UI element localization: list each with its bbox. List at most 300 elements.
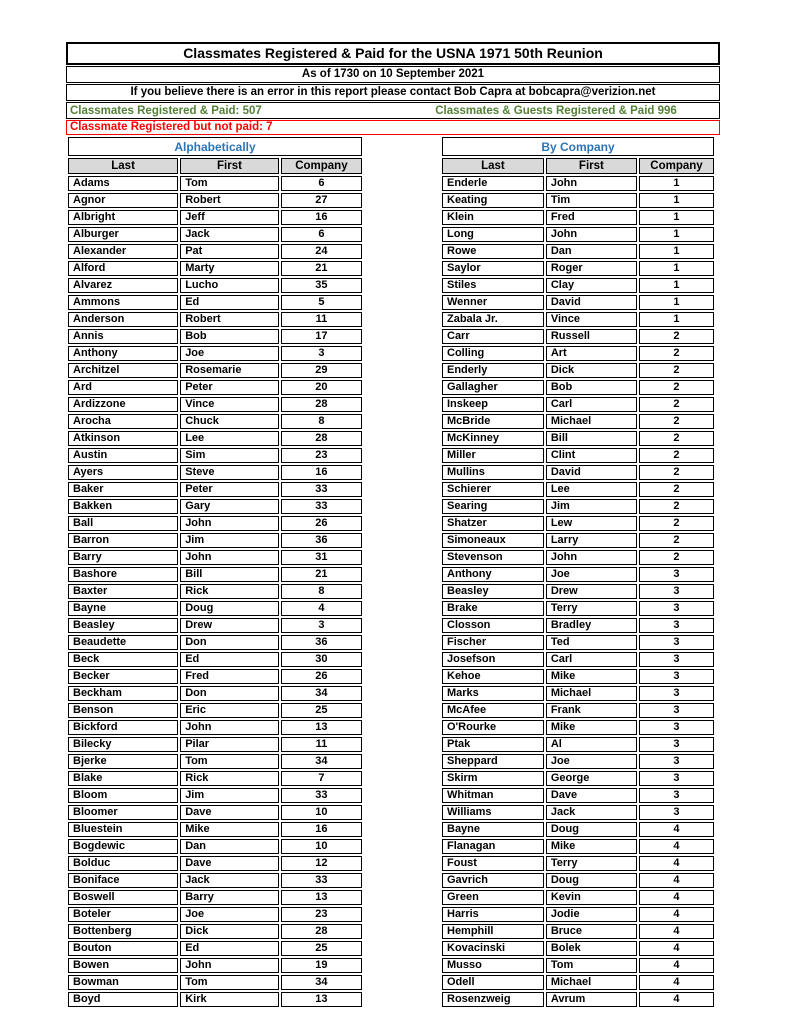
company-cell: 28 bbox=[281, 924, 362, 939]
table-row bbox=[68, 482, 362, 497]
last-cell: Sheppard bbox=[442, 754, 544, 769]
company-cell: 1 bbox=[639, 312, 714, 327]
company-cell: 2 bbox=[639, 448, 714, 463]
first-cell: Doug bbox=[546, 822, 637, 837]
first-cell: Kevin bbox=[546, 890, 637, 905]
company-cell: 4 bbox=[639, 992, 714, 1007]
first-cell: Eric bbox=[180, 703, 279, 718]
table-row bbox=[68, 176, 362, 191]
last-cell: Bjerke bbox=[68, 754, 178, 769]
first-cell: Chuck bbox=[180, 414, 279, 429]
table-row bbox=[68, 686, 362, 701]
first-cell: Barry bbox=[180, 890, 279, 905]
table-row bbox=[442, 890, 714, 905]
table-row bbox=[68, 703, 362, 718]
first-cell: Drew bbox=[180, 618, 279, 633]
first-cell: Fred bbox=[546, 210, 637, 225]
first-cell: Lew bbox=[546, 516, 637, 531]
company-cell: 34 bbox=[281, 686, 362, 701]
company-cell: 4 bbox=[639, 924, 714, 939]
company-cell: 3 bbox=[639, 601, 714, 616]
table-row bbox=[442, 312, 714, 327]
table-row bbox=[442, 958, 714, 973]
table-row bbox=[68, 465, 362, 480]
first-cell: Mike bbox=[546, 720, 637, 735]
table-row bbox=[68, 448, 362, 463]
last-cell: Simoneaux bbox=[442, 533, 544, 548]
company-cell: 7 bbox=[281, 771, 362, 786]
first-cell: Joe bbox=[546, 754, 637, 769]
table-row bbox=[442, 244, 714, 259]
table-row bbox=[442, 771, 714, 786]
table-row bbox=[442, 193, 714, 208]
first-cell: Terry bbox=[546, 601, 637, 616]
first-cell: David bbox=[546, 295, 637, 310]
first-cell: Doug bbox=[546, 873, 637, 888]
classmates-guests-registered-paid-count: Classmates & Guests Registered & Paid 996 bbox=[435, 104, 677, 117]
table-row bbox=[68, 822, 362, 837]
alphabetical-table bbox=[66, 135, 364, 1009]
table-row bbox=[442, 380, 714, 395]
first-cell: Gary bbox=[180, 499, 279, 514]
by-company-table bbox=[440, 135, 716, 1009]
last-cell: Bloomer bbox=[68, 805, 178, 820]
company-cell: 30 bbox=[281, 652, 362, 667]
first-cell: Rick bbox=[180, 584, 279, 599]
first-cell: Don bbox=[180, 686, 279, 701]
first-cell: Carl bbox=[546, 652, 637, 667]
last-cell: Bouton bbox=[68, 941, 178, 956]
first-cell: Jack bbox=[546, 805, 637, 820]
table-row bbox=[68, 533, 362, 548]
first-cell: Rosemarie bbox=[180, 363, 279, 378]
first-cell: Dan bbox=[546, 244, 637, 259]
company-cell: 4 bbox=[639, 839, 714, 854]
last-cell: Beckham bbox=[68, 686, 178, 701]
first-cell: Robert bbox=[180, 193, 279, 208]
table-row bbox=[442, 448, 714, 463]
last-cell: Williams bbox=[442, 805, 544, 820]
company-cell: 34 bbox=[281, 975, 362, 990]
table-row bbox=[442, 788, 714, 803]
table-row bbox=[442, 805, 714, 820]
table-row bbox=[442, 499, 714, 514]
company-cell: 3 bbox=[639, 567, 714, 582]
table-row bbox=[68, 839, 362, 854]
first-cell: Doug bbox=[180, 601, 279, 616]
registration-stats-row bbox=[66, 102, 720, 119]
table-row bbox=[68, 431, 362, 446]
first-column-header: First bbox=[546, 158, 637, 174]
table-row bbox=[442, 295, 714, 310]
table-row bbox=[68, 652, 362, 667]
table-row bbox=[442, 601, 714, 616]
last-cell: Ard bbox=[68, 380, 178, 395]
company-cell: 3 bbox=[639, 754, 714, 769]
table-row bbox=[442, 618, 714, 633]
table-row bbox=[442, 839, 714, 854]
company-cell: 3 bbox=[639, 686, 714, 701]
company-cell: 25 bbox=[281, 703, 362, 718]
table-row bbox=[442, 686, 714, 701]
first-cell: Vince bbox=[180, 397, 279, 412]
first-cell: Ed bbox=[180, 941, 279, 956]
last-cell: Odell bbox=[442, 975, 544, 990]
first-cell: Lee bbox=[180, 431, 279, 446]
table-row bbox=[442, 754, 714, 769]
first-cell: John bbox=[180, 720, 279, 735]
company-cell: 2 bbox=[639, 380, 714, 395]
company-cell: 11 bbox=[281, 737, 362, 752]
company-cell: 33 bbox=[281, 788, 362, 803]
company-cell: 2 bbox=[639, 465, 714, 480]
last-cell: Alburger bbox=[68, 227, 178, 242]
company-cell: 4 bbox=[639, 941, 714, 956]
last-cell: Ayers bbox=[68, 465, 178, 480]
first-cell: David bbox=[546, 465, 637, 480]
first-cell: Lee bbox=[546, 482, 637, 497]
last-cell: Stevenson bbox=[442, 550, 544, 565]
company-cell: 2 bbox=[639, 482, 714, 497]
table-row bbox=[442, 516, 714, 531]
table-row bbox=[68, 261, 362, 276]
last-cell: Barron bbox=[68, 533, 178, 548]
last-cell: Bowman bbox=[68, 975, 178, 990]
table-row bbox=[68, 516, 362, 531]
last-cell: Zabala Jr. bbox=[442, 312, 544, 327]
table-row bbox=[68, 805, 362, 820]
last-cell: Becker bbox=[68, 669, 178, 684]
company-cell: 21 bbox=[281, 567, 362, 582]
company-cell: 3 bbox=[639, 652, 714, 667]
company-cell: 8 bbox=[281, 584, 362, 599]
last-cell: Carr bbox=[442, 329, 544, 344]
last-cell: Adams bbox=[68, 176, 178, 191]
last-cell: Enderle bbox=[442, 176, 544, 191]
first-cell: Marty bbox=[180, 261, 279, 276]
first-cell: Bob bbox=[546, 380, 637, 395]
last-cell: Boswell bbox=[68, 890, 178, 905]
first-cell: Rick bbox=[180, 771, 279, 786]
last-cell: O'Rourke bbox=[442, 720, 544, 735]
reunion-report bbox=[66, 42, 720, 1009]
last-cell: Anthony bbox=[68, 346, 178, 361]
last-cell: Marks bbox=[442, 686, 544, 701]
table-row bbox=[68, 924, 362, 939]
company-cell: 13 bbox=[281, 720, 362, 735]
company-cell: 3 bbox=[639, 635, 714, 650]
table-row bbox=[68, 669, 362, 684]
last-cell: Anthony bbox=[442, 567, 544, 582]
table-row bbox=[68, 720, 362, 735]
last-cell: Albright bbox=[68, 210, 178, 225]
last-cell: Green bbox=[442, 890, 544, 905]
table-row bbox=[442, 635, 714, 650]
company-cell: 4 bbox=[639, 958, 714, 973]
last-cell: Boniface bbox=[68, 873, 178, 888]
company-cell: 20 bbox=[281, 380, 362, 395]
company-cell: 35 bbox=[281, 278, 362, 293]
first-cell: John bbox=[546, 227, 637, 242]
last-cell: Ptak bbox=[442, 737, 544, 752]
company-cell: 6 bbox=[281, 227, 362, 242]
table-row bbox=[68, 210, 362, 225]
table-row bbox=[442, 550, 714, 565]
company-cell: 3 bbox=[639, 720, 714, 735]
table-row bbox=[68, 227, 362, 242]
last-cell: Bayne bbox=[68, 601, 178, 616]
first-cell: Tom bbox=[180, 975, 279, 990]
table-row bbox=[68, 975, 362, 990]
first-cell: Ted bbox=[546, 635, 637, 650]
company-cell: 1 bbox=[639, 295, 714, 310]
company-cell: 3 bbox=[639, 771, 714, 786]
company-cell: 17 bbox=[281, 329, 362, 344]
first-cell: Tom bbox=[180, 754, 279, 769]
first-cell: Mike bbox=[180, 822, 279, 837]
first-cell: Steve bbox=[180, 465, 279, 480]
last-cell: Alford bbox=[68, 261, 178, 276]
company-cell: 2 bbox=[639, 431, 714, 446]
table-row bbox=[442, 533, 714, 548]
first-cell: Bolek bbox=[546, 941, 637, 956]
first-cell: Dick bbox=[180, 924, 279, 939]
table-row bbox=[68, 278, 362, 293]
last-cell: McKinney bbox=[442, 431, 544, 446]
last-cell: Baker bbox=[68, 482, 178, 497]
company-cell: 28 bbox=[281, 431, 362, 446]
company-cell: 8 bbox=[281, 414, 362, 429]
last-cell: Hemphill bbox=[442, 924, 544, 939]
table-row bbox=[442, 261, 714, 276]
first-cell: Ed bbox=[180, 652, 279, 667]
last-cell: Architzel bbox=[68, 363, 178, 378]
table-row bbox=[442, 737, 714, 752]
table-row bbox=[68, 584, 362, 599]
report-title: Classmates Registered & Paid for the USNA 1971 50th Reunion bbox=[66, 42, 720, 65]
table-row bbox=[68, 958, 362, 973]
last-cell: Miller bbox=[442, 448, 544, 463]
first-cell: Ed bbox=[180, 295, 279, 310]
company-cell: 19 bbox=[281, 958, 362, 973]
table-row bbox=[68, 346, 362, 361]
company-cell: 33 bbox=[281, 482, 362, 497]
company-cell: 33 bbox=[281, 873, 362, 888]
last-cell: Saylor bbox=[442, 261, 544, 276]
last-cell: Gavrich bbox=[442, 873, 544, 888]
table-row bbox=[442, 669, 714, 684]
table-row bbox=[68, 380, 362, 395]
first-cell: Jim bbox=[180, 533, 279, 548]
company-cell: 4 bbox=[639, 975, 714, 990]
last-cell: Long bbox=[442, 227, 544, 242]
company-cell: 16 bbox=[281, 210, 362, 225]
last-cell: Fischer bbox=[442, 635, 544, 650]
last-cell: Ball bbox=[68, 516, 178, 531]
company-cell: 13 bbox=[281, 890, 362, 905]
table-row bbox=[68, 567, 362, 582]
first-cell: Mike bbox=[546, 669, 637, 684]
first-cell: Pilar bbox=[180, 737, 279, 752]
company-cell: 4 bbox=[639, 907, 714, 922]
first-cell: Joe bbox=[180, 346, 279, 361]
company-cell: 2 bbox=[639, 499, 714, 514]
first-cell: Dan bbox=[180, 839, 279, 854]
first-cell: Clint bbox=[546, 448, 637, 463]
company-cell: 6 bbox=[281, 176, 362, 191]
last-cell: Arocha bbox=[68, 414, 178, 429]
first-cell: Michael bbox=[546, 975, 637, 990]
first-cell: Vince bbox=[546, 312, 637, 327]
last-cell: Whitman bbox=[442, 788, 544, 803]
table-row bbox=[442, 278, 714, 293]
table-row bbox=[68, 941, 362, 956]
table-row bbox=[68, 873, 362, 888]
company-cell: 3 bbox=[639, 788, 714, 803]
last-cell: Baxter bbox=[68, 584, 178, 599]
table-row bbox=[68, 193, 362, 208]
table-row bbox=[68, 788, 362, 803]
last-cell: Benson bbox=[68, 703, 178, 718]
first-cell: Peter bbox=[180, 482, 279, 497]
table-row bbox=[442, 346, 714, 361]
last-cell: Enderly bbox=[442, 363, 544, 378]
table-row bbox=[442, 227, 714, 242]
first-cell: Roger bbox=[546, 261, 637, 276]
last-cell: Foust bbox=[442, 856, 544, 871]
table-row bbox=[442, 703, 714, 718]
table-row bbox=[442, 329, 714, 344]
company-cell: 3 bbox=[639, 584, 714, 599]
last-cell: Brake bbox=[442, 601, 544, 616]
company-cell: 11 bbox=[281, 312, 362, 327]
last-cell: Keating bbox=[442, 193, 544, 208]
last-cell: Colling bbox=[442, 346, 544, 361]
company-cell: 2 bbox=[639, 533, 714, 548]
company-cell: 10 bbox=[281, 805, 362, 820]
company-cell: 3 bbox=[281, 618, 362, 633]
first-cell: Dave bbox=[546, 788, 637, 803]
last-cell: Kehoe bbox=[442, 669, 544, 684]
company-cell: 4 bbox=[639, 873, 714, 888]
first-cell: Bruce bbox=[546, 924, 637, 939]
table-row bbox=[442, 907, 714, 922]
table-row bbox=[442, 397, 714, 412]
first-cell: Bill bbox=[180, 567, 279, 582]
last-cell: Bluestein bbox=[68, 822, 178, 837]
table-row bbox=[442, 431, 714, 446]
company-cell: 1 bbox=[639, 210, 714, 225]
last-cell: Alexander bbox=[68, 244, 178, 259]
company-cell: 4 bbox=[639, 890, 714, 905]
first-cell: Robert bbox=[180, 312, 279, 327]
first-cell: John bbox=[546, 550, 637, 565]
table-row bbox=[68, 635, 362, 650]
first-cell: John bbox=[180, 958, 279, 973]
table-row bbox=[442, 584, 714, 599]
company-cell: 10 bbox=[281, 839, 362, 854]
table-row bbox=[442, 924, 714, 939]
first-cell: John bbox=[546, 176, 637, 191]
first-cell: Russell bbox=[546, 329, 637, 344]
first-cell: Joe bbox=[180, 907, 279, 922]
first-cell: Jack bbox=[180, 227, 279, 242]
table-row bbox=[68, 907, 362, 922]
table-row bbox=[442, 720, 714, 735]
last-cell: Bogdewic bbox=[68, 839, 178, 854]
first-cell: Tom bbox=[180, 176, 279, 191]
roster-tables bbox=[66, 135, 720, 1009]
table-row bbox=[68, 295, 362, 310]
last-cell: Schierer bbox=[442, 482, 544, 497]
last-cell: Skirm bbox=[442, 771, 544, 786]
table-row bbox=[68, 601, 362, 616]
company-cell: 21 bbox=[281, 261, 362, 276]
first-cell: Fred bbox=[180, 669, 279, 684]
table-row bbox=[68, 414, 362, 429]
last-cell: Searing bbox=[442, 499, 544, 514]
company-cell: 4 bbox=[281, 601, 362, 616]
first-cell: Tom bbox=[546, 958, 637, 973]
first-cell: Carl bbox=[546, 397, 637, 412]
first-cell: Joe bbox=[546, 567, 637, 582]
first-cell: Mike bbox=[546, 839, 637, 854]
table-row bbox=[442, 210, 714, 225]
last-cell: Bloom bbox=[68, 788, 178, 803]
company-cell: 26 bbox=[281, 669, 362, 684]
last-column-header: Last bbox=[442, 158, 544, 174]
last-cell: Atkinson bbox=[68, 431, 178, 446]
table-row bbox=[68, 890, 362, 905]
table-row bbox=[68, 618, 362, 633]
last-cell: Alvarez bbox=[68, 278, 178, 293]
first-cell: Avrum bbox=[546, 992, 637, 1007]
table-row bbox=[68, 992, 362, 1007]
classmates-registered-paid-count: Classmates Registered & Paid: 507 bbox=[70, 104, 262, 117]
company-column-header: Company bbox=[639, 158, 714, 174]
company-cell: 4 bbox=[639, 856, 714, 871]
company-cell: 3 bbox=[639, 703, 714, 718]
last-cell: Flanagan bbox=[442, 839, 544, 854]
last-cell: Stiles bbox=[442, 278, 544, 293]
registered-not-paid-count: Classmate Registered but not paid: 7 bbox=[66, 120, 720, 135]
company-cell: 3 bbox=[639, 669, 714, 684]
last-cell: Beaudette bbox=[68, 635, 178, 650]
first-cell: Michael bbox=[546, 686, 637, 701]
last-cell: Gallagher bbox=[442, 380, 544, 395]
last-cell: Bottenberg bbox=[68, 924, 178, 939]
last-cell: Ammons bbox=[68, 295, 178, 310]
company-cell: 24 bbox=[281, 244, 362, 259]
company-cell: 23 bbox=[281, 448, 362, 463]
table-row bbox=[68, 754, 362, 769]
error-contact-note: If you believe there is an error in this report please contact Bob Capra at bobcapra@verizion.net bbox=[66, 84, 720, 101]
company-cell: 16 bbox=[281, 822, 362, 837]
company-cell: 3 bbox=[281, 346, 362, 361]
last-cell: Agnor bbox=[68, 193, 178, 208]
table-row bbox=[442, 176, 714, 191]
last-column-header: Last bbox=[68, 158, 178, 174]
first-cell: Dick bbox=[546, 363, 637, 378]
last-cell: Beasley bbox=[68, 618, 178, 633]
last-cell: Boteler bbox=[68, 907, 178, 922]
first-cell: Bill bbox=[546, 431, 637, 446]
first-cell: Frank bbox=[546, 703, 637, 718]
first-cell: Bradley bbox=[546, 618, 637, 633]
first-cell: Michael bbox=[546, 414, 637, 429]
table-row bbox=[442, 856, 714, 871]
company-cell: 1 bbox=[639, 227, 714, 242]
